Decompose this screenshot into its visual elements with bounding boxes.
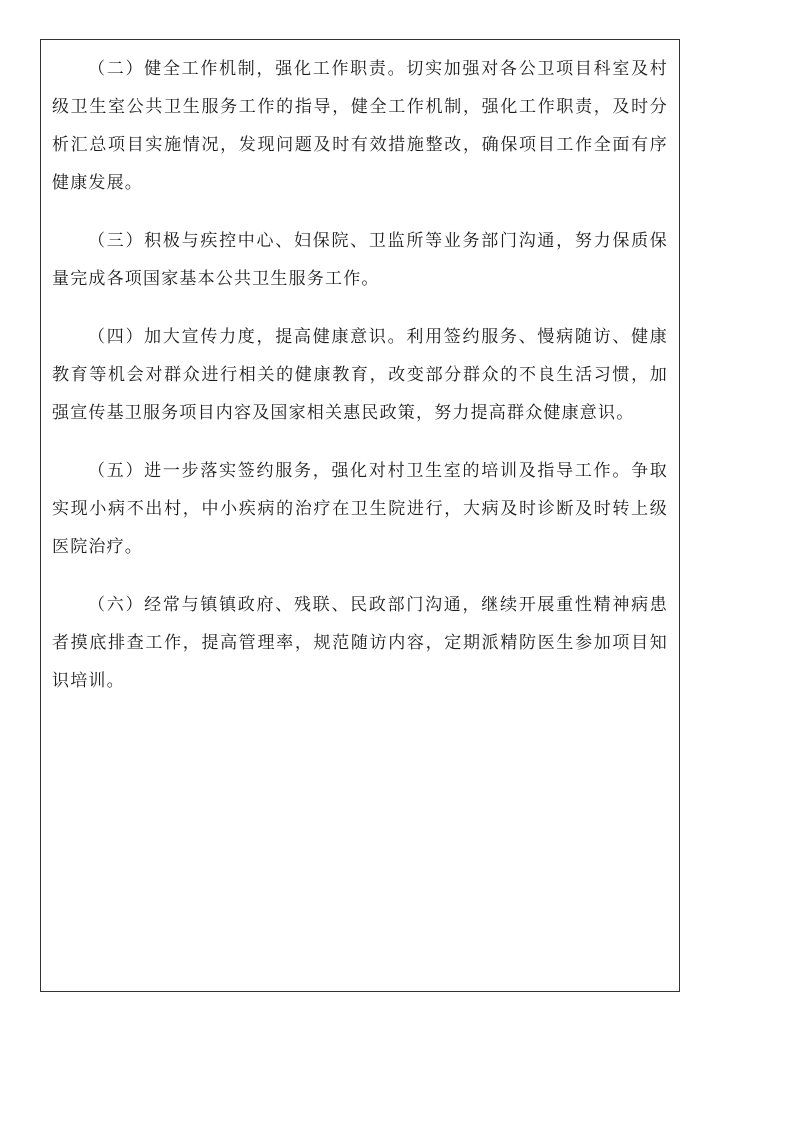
paragraph-coordination: （三）积极与疾控中心、妇保院、卫监所等业务部门沟通，努力保质保量完成各项国家基本公共卫生服务工作。 [52,231,668,289]
paragraph-publicity: （四）加大宣传力度，提高健康意识。利用签约服务、慢病随访、健康教育等机会对群众进行相关的健康教育，改变部分群众的不良生活习惯，加强宣传基卫服务项目内容及国家相关惠民政策，努力提高群众健康意识。 [52,327,668,423]
document-body [52,50,668,720]
paragraph-mental-health: （六）经常与镇镇政府、残联、民政部门沟通，继续开展重性精神病患者摸底排查工作，提高管理率，规范随访内容，定期派精防医生参加项目知识培训。 [52,595,668,691]
paragraph-mechanism: （二）健全工作机制，强化工作职责。切实加强对各公卫项目科室及村级卫生室公共卫生服务工作的指导，健全工作机制，强化工作职责，及时分析汇总项目实施情况，发现问题及时有效措施整改，确保项目工作全面有序健康发展。 [52,59,668,193]
paragraph-contract-service: （五）进一步落实签约服务，强化对村卫生室的培训及指导工作。争取实现小病不出村，中小疾病的治疗在卫生院进行，大病及时诊断及时转上级医院治疗。 [52,461,668,557]
